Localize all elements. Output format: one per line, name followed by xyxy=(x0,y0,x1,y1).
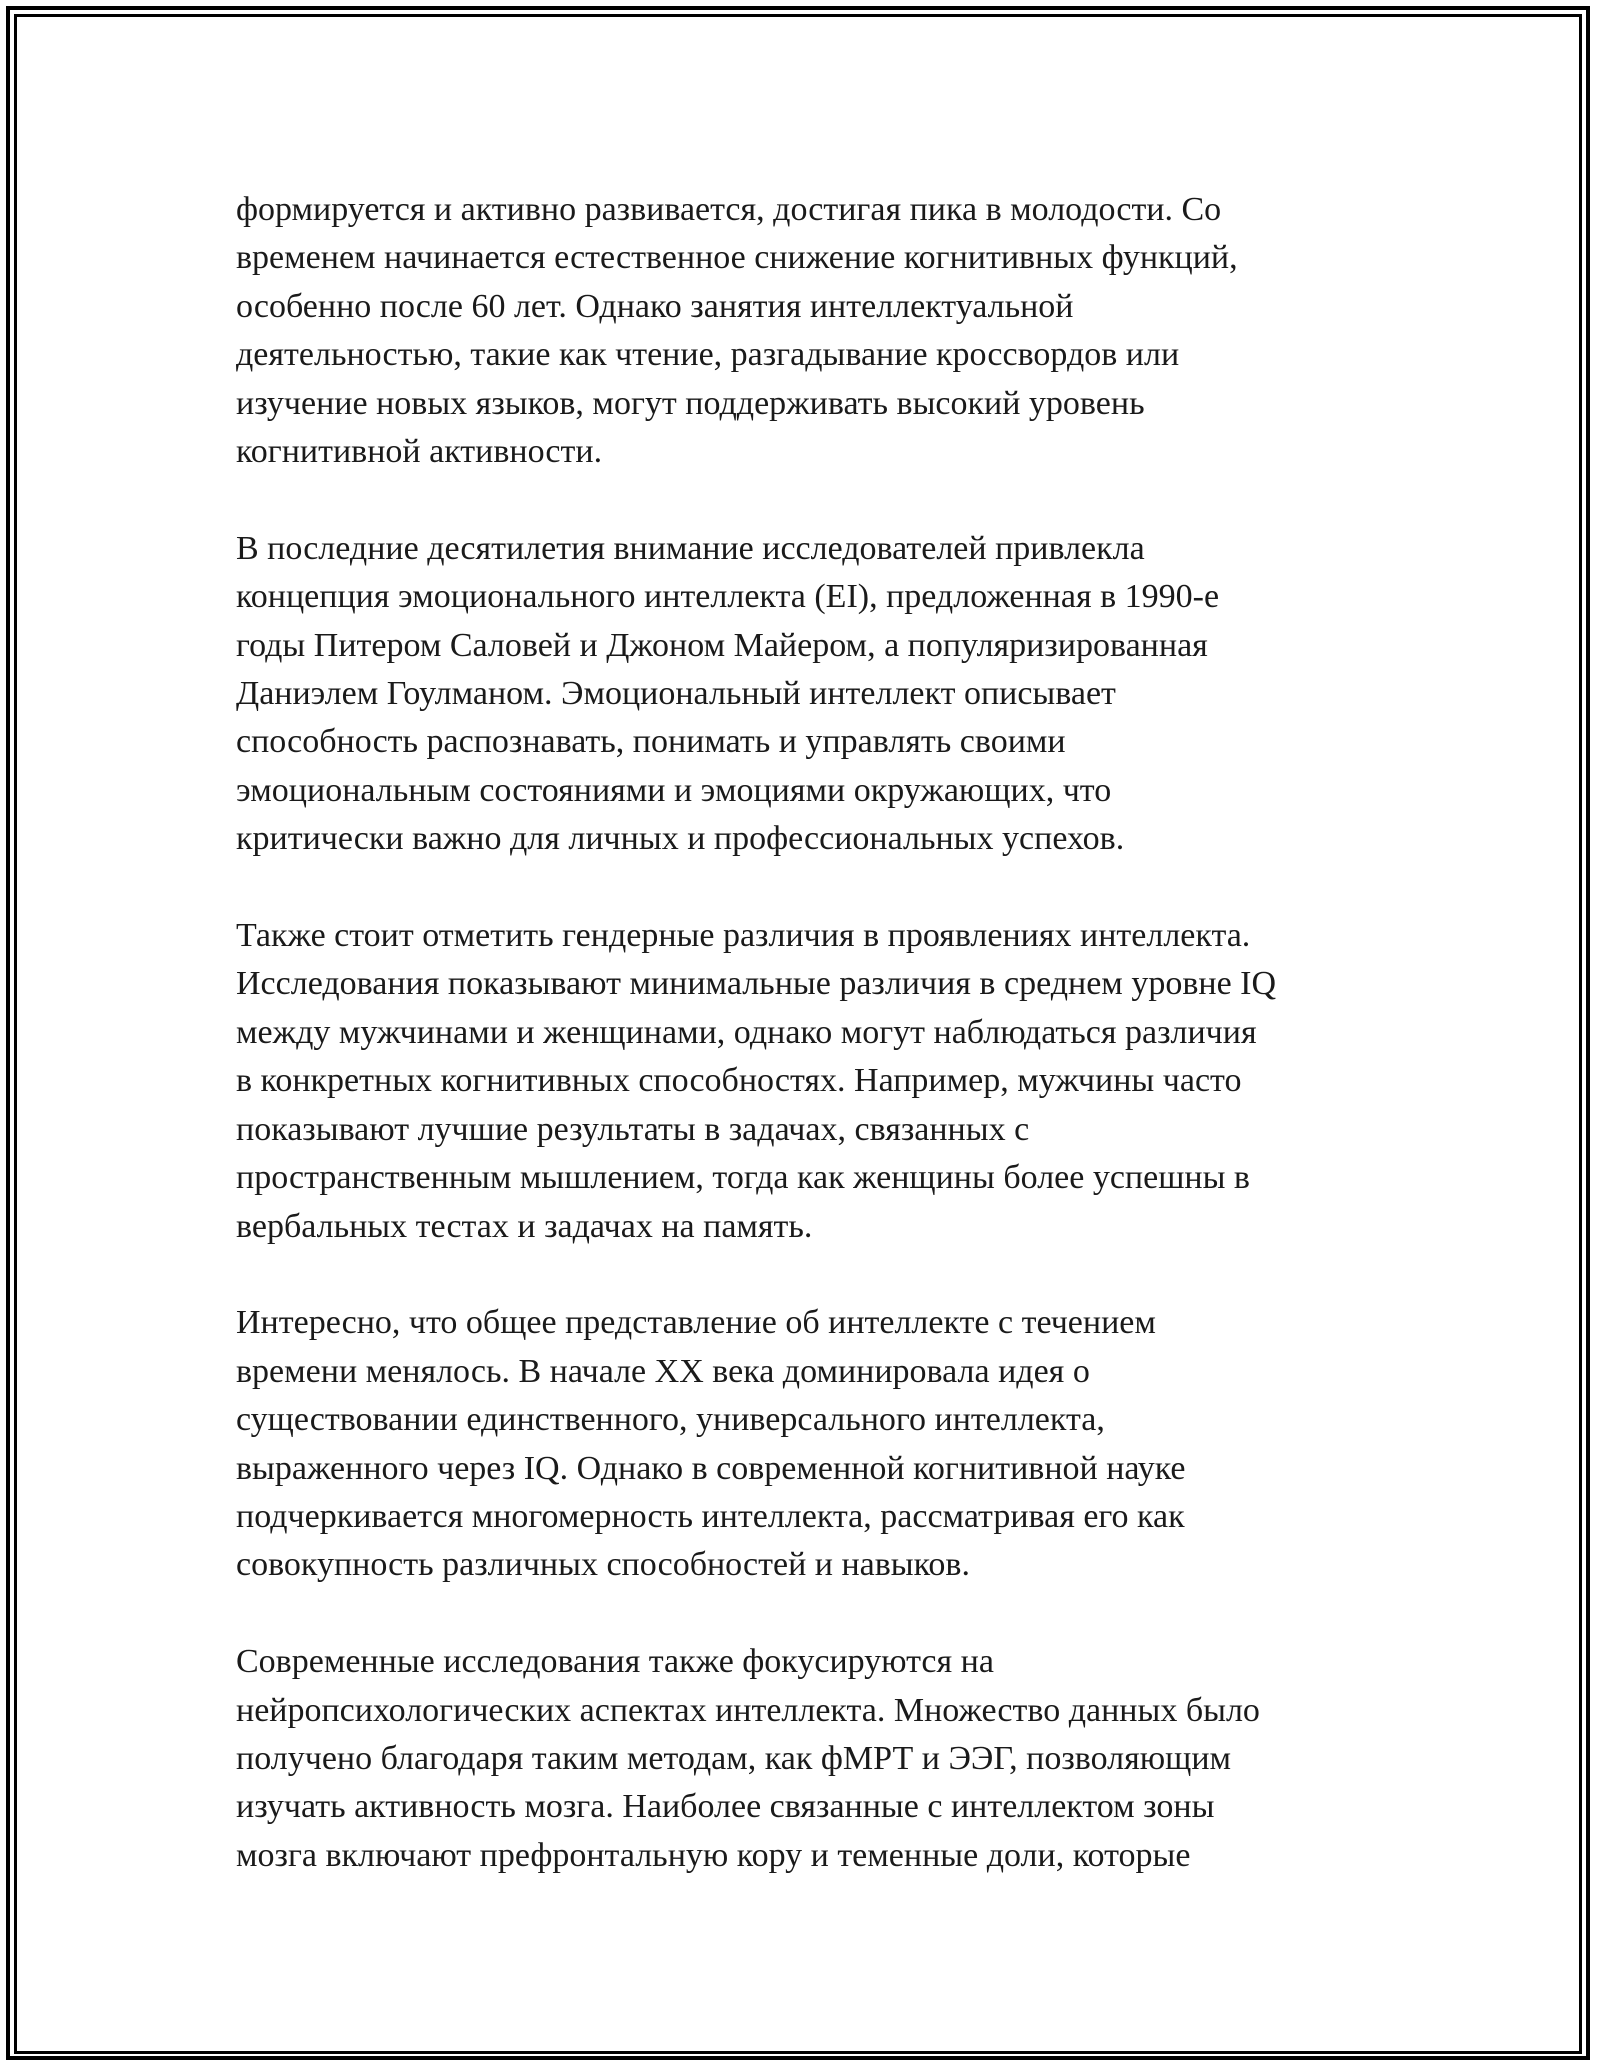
text-line: формируется и активно развивается, достигая пика в молодости. Со xyxy=(236,191,1222,228)
paragraph-2 xyxy=(236,525,1386,864)
text-line: показывают лучшие результаты в задачах, связанных с xyxy=(236,1110,1030,1148)
text-line: Даниэлем Гоулманом. Эмоциональный интеллект описывает xyxy=(236,675,1116,713)
text-line: годы Питером Саловей и Джоном Майером, а популяризированная xyxy=(236,626,1208,664)
text-line: деятельностью, такие как чтение, разгадывание кроссвордов или xyxy=(236,336,1180,374)
paragraph-4 xyxy=(236,1299,1386,1589)
text-line: Также стоит отметить гендерные различия в проявлениях интеллекта. xyxy=(236,917,1251,955)
text-line: совокупность различных способностей и навыков. xyxy=(236,1546,970,1584)
text-line: особенно после 60 лет. Однако занятия интеллектуальной xyxy=(236,287,1074,325)
document-body xyxy=(236,186,1386,1929)
text-line: Современные исследования также фокусируются на xyxy=(236,1643,994,1681)
text-line: концепция эмоционального интеллекта (EI), предложенная в 1990-е xyxy=(236,578,1220,616)
text-line: вербальных тестах и задачах на память. xyxy=(236,1207,813,1245)
text-line: пространственным мышлением, тогда как женщины более успешны в xyxy=(236,1159,1250,1197)
text-line: Интересно, что общее представление об интеллекте с течением xyxy=(236,1304,1156,1342)
text-line: подчеркивается многомерность интеллекта, рассматривая его как xyxy=(236,1497,1185,1535)
text-line: между мужчинами и женщинами, однако могут наблюдаться различия xyxy=(236,1013,1257,1051)
text-line: В последние десятилетия внимание исследователей привлекла xyxy=(236,529,1145,567)
paragraph-5 xyxy=(236,1638,1386,1880)
text-line: временем начинается естественное снижение когнитивных функций, xyxy=(236,239,1238,277)
text-line: выраженного через IQ. Однако в современной когнитивной науке xyxy=(236,1449,1186,1487)
text-line: эмоциональным состояниями и эмоциями окружающих, что xyxy=(236,771,1112,809)
text-line: времени менялось. В начале XX века доминировала идея о xyxy=(236,1352,1090,1390)
text-line: когнитивной активности. xyxy=(236,433,603,471)
paragraph-1 xyxy=(236,186,1386,476)
text-line: Исследования показывают минимальные различия в среднем уровне IQ xyxy=(236,965,1277,1003)
text-line: способность распознавать, понимать и управлять своими xyxy=(236,723,1066,761)
text-line: изучение новых языков, могут поддерживать высокий уровень xyxy=(236,384,1145,422)
text-line: изучать активность мозга. Наиболее связанные с интеллектом зоны xyxy=(236,1788,1215,1826)
text-line: получено благодаря таким методам, как фМРТ и ЭЭГ, позволяющим xyxy=(236,1739,1232,1777)
text-line: в конкретных когнитивных способностях. Например, мужчины часто xyxy=(236,1062,1242,1100)
text-line: существовании единственного, универсального интеллекта, xyxy=(236,1401,1105,1439)
text-line: нейропсихологических аспектах интеллекта. Множество данных было xyxy=(236,1691,1260,1729)
text-line: критически важно для личных и профессиональных успехов. xyxy=(236,820,1125,858)
paragraph-3 xyxy=(236,912,1386,1251)
text-line: мозга включают префронтальную кору и теменные доли, которые xyxy=(236,1836,1191,1874)
